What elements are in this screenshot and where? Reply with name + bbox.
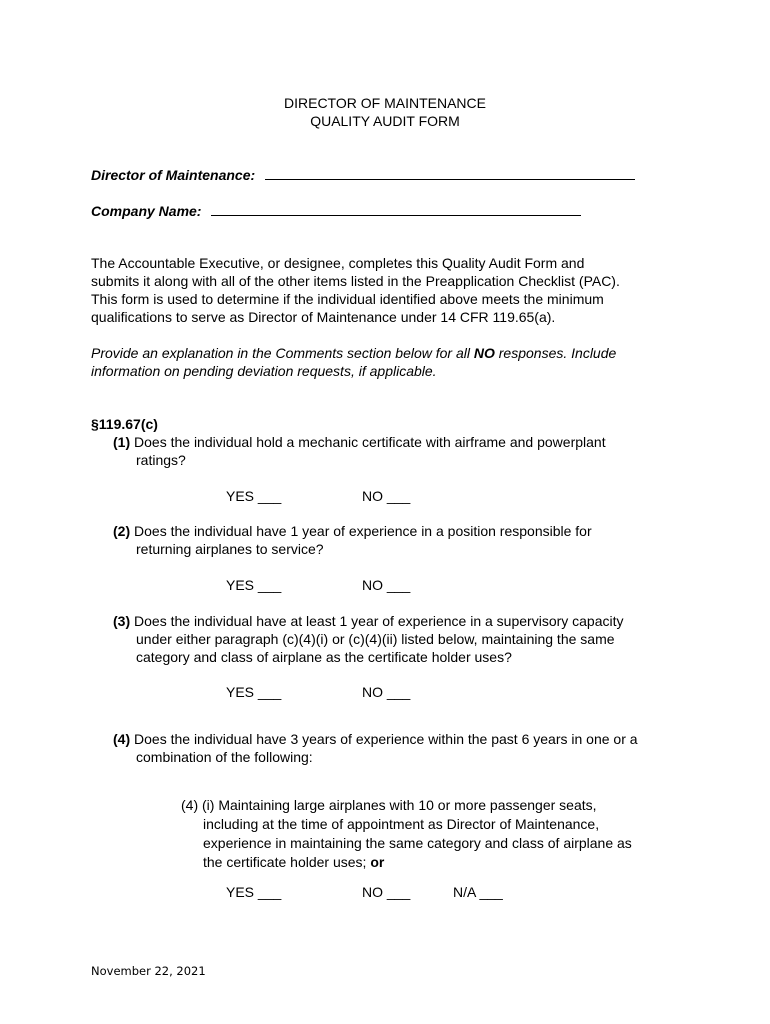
form-title-line1: DIRECTOR OF MAINTENANCE [284,95,486,111]
question-3-text: Does the individual have at least 1 year of experience in a supervisory capacity [130,613,624,629]
question-2-no[interactable]: NO ___ [362,577,411,593]
director-blank-line[interactable] [265,165,635,180]
question-4i-line-2: including at the time of appointment as Director of Maintenance, [203,816,600,832]
question-3-line-2: under either paragraph (c)(4)(i) or (c)(4)(ii) listed below, maintaining the same [136,631,615,647]
section-heading: §119.67(c) [91,416,158,432]
instruction-no-emphasis: NO [473,345,495,361]
question-2-line-1 [113,522,592,540]
question-1-line-2: ratings? [136,452,186,468]
question-4i-line-3: experience in maintaining the same category and class of airplane as [203,835,632,851]
intro-line-1: The Accountable Executive, or designee, completes this Quality Audit Form and [91,255,585,271]
footer-date: November 22, 2021 [91,964,206,978]
company-field [91,201,581,220]
intro-line-2: submits it along with all of the other items listed in the Preapplication Checklist (PAC). [91,273,620,289]
question-1-text: Does the individual hold a mechanic certificate with airframe and powerplant [130,434,606,450]
instruction-line-1 [91,344,616,362]
form-title-line2: QUALITY AUDIT FORM [310,113,460,129]
question-3-number: (3) [113,613,131,629]
instruction-text: Provide an explanation in the Comments section below for all [91,345,474,361]
question-4i-yes[interactable]: YES ___ [226,884,282,900]
question-4i-line-1: (4) (i) Maintaining large airplanes with 10 or more passenger seats, [181,797,597,813]
question-4-text: Does the individual have 3 years of experience within the past 6 years in one or a [130,731,638,747]
company-blank-line[interactable] [211,201,581,216]
question-3-line-3: category and class of airplane as the certificate holder uses? [136,649,512,665]
instruction-text-end: responses. Include [494,345,617,361]
question-4i-no[interactable]: NO ___ [362,884,411,900]
question-1-number: (1) [113,434,131,450]
company-label: Company Name: [91,203,202,219]
question-4-line-2: combination of the following: [136,749,313,765]
intro-line-3: This form is used to determine if the individual identified above meets the minimum [91,291,604,307]
question-4i-na[interactable]: N/A ___ [453,884,503,900]
question-3-no[interactable]: NO ___ [362,684,411,700]
intro-line-4: qualifications to serve as Director of Maintenance under 14 CFR 119.65(a). [91,309,556,325]
question-4i-line-4 [203,853,384,871]
question-2-number: (2) [113,523,131,539]
question-3-line-1 [113,612,624,630]
question-4i-text: the certificate holder uses; [203,854,371,870]
question-4i-or: or [370,854,385,870]
question-4-line-1 [113,730,638,748]
director-label: Director of Maintenance: [91,167,256,183]
question-2-text: Does the individual have 1 year of experience in a position responsible for [130,523,592,539]
instruction-line-2: information on pending deviation requests, if applicable. [91,363,437,379]
director-field [91,165,635,184]
question-3-yes[interactable]: YES ___ [226,684,282,700]
question-1-line-1 [113,433,606,451]
question-4-number: (4) [113,731,131,747]
question-2-line-2: returning airplanes to service? [136,541,324,557]
question-1-no[interactable]: NO ___ [362,488,411,504]
question-1-yes[interactable]: YES ___ [226,488,282,504]
question-2-yes[interactable]: YES ___ [226,577,282,593]
